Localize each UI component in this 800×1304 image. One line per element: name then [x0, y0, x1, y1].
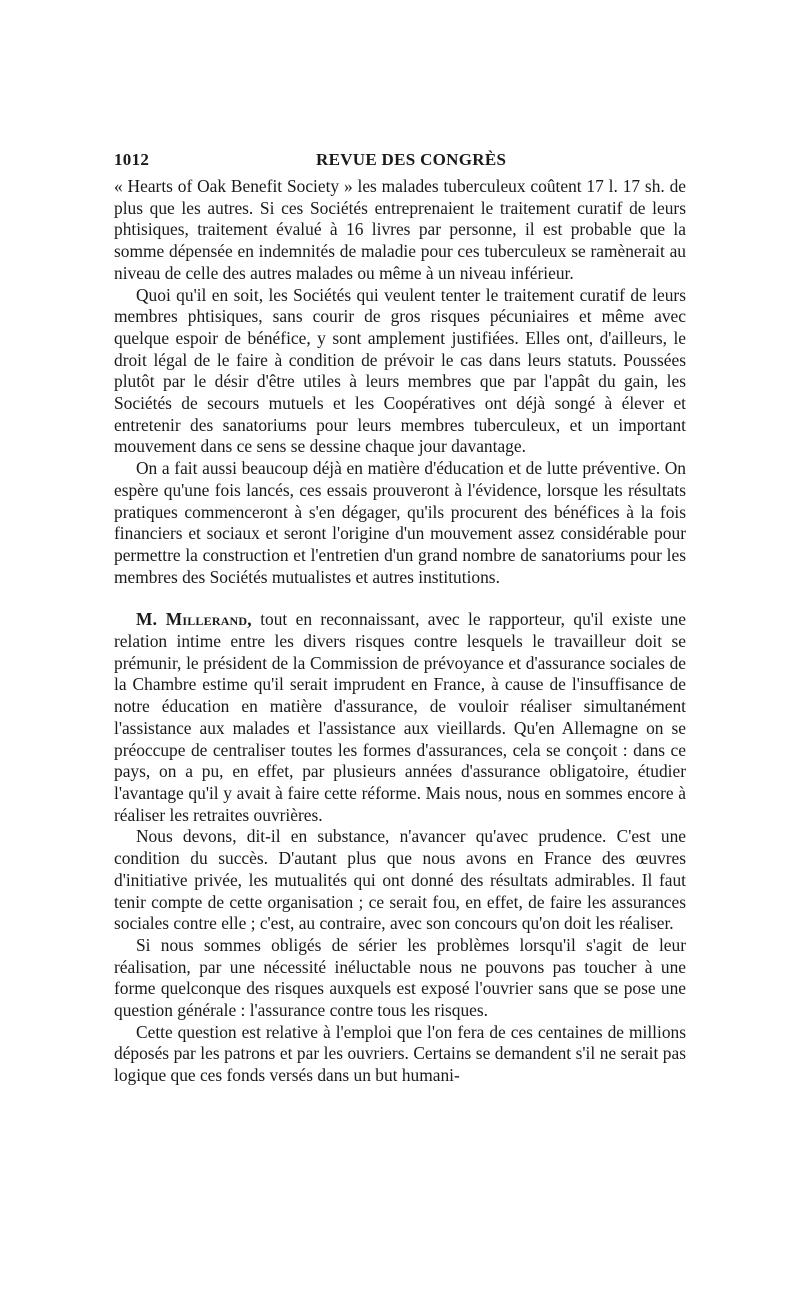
speaker-name: M. Millerand,	[136, 609, 252, 630]
paragraph-7: Cette question est relative à l'emploi que l'on fera de ces centaines de millions déposés par les patrons et par les ouvriers. Certains se demandent s'il ne serait pas logique que ces fonds versés dans un but humani-	[114, 1021, 686, 1086]
paragraph-4-text: tout en reconnaissant, avec le rapporteur, qu'il existe une relation intime entre les divers risques contre lesquels le travailleur doit se prémunir, le président de la Commission de prévoyance et d'assurance sociales de la Chambre estime qu'il serait imprudent en France, à cause de l'insuffisance de notre éducation en matière d'assurance, de vouloir réaliser simultanément l'assistance aux malades et l'assistance aux vieillards. Qu'en Allemagne on se préoccupe de centraliser toutes les formes d'assurances, cela se conçoit : dans ce pays, on a pu, en effet, par plusieurs années d'assurance obligatoire, étudier l'avantage qu'il y avait à faire cette réforme. Mais nous, nous en sommes encore à réaliser les retraites ouvrières.	[114, 609, 686, 825]
paragraph-6: Si nous sommes obligés de sérier les problèmes lorsqu'il s'agit de leur réalisation, par une nécessité inéluctable nous ne pouvons pas toucher à une forme quelconque des risques auxquels est exposé l'ouvrier sans que se pose une question générale : l'assurance contre tous les risques.	[114, 934, 686, 1021]
paragraph-4	[114, 609, 686, 826]
page-number: 1012	[114, 150, 150, 169]
page	[114, 150, 686, 1087]
body-text	[114, 176, 686, 1087]
paragraph-5: Nous devons, dit-il en substance, n'avancer qu'avec prudence. C'est une condition du succès. D'autant plus que nous avons en France des œuvres d'initiative privée, les mutualités qui ont donné des résultats admirables. Il faut tenir compte de cette organisation ; ce serait fou, en effet, de faire les assurances sociales contre elle ; c'est, au contraire, avec son concours qu'on doit les réaliser.	[114, 826, 686, 934]
running-header	[114, 150, 686, 176]
paragraph-1: « Hearts of Oak Benefit Society » les malades tuberculeux coûtent 17 l. 17 sh. de plus que les autres. Si ces Sociétés entreprenaient le traitement curatif de leurs phtisiques, traitement évalué à 16 livres par personne, il est probable que la somme dépensée en indemnités de maladie pour ces tuberculeux se ramènerait au niveau de celle des autres malades ou même à un niveau inférieur.	[114, 176, 686, 283]
paragraph-2: Quoi qu'il en soit, les Sociétés qui veulent tenter le traitement curatif de leurs membres phtisiques, sans courir de gros risques pécuniaires et même avec quelque espoir de bénéfice, y sont amplement justifiées. Elles ont, d'ailleurs, le droit légal de le faire à condition de prévoir le cas dans leurs statuts. Poussées plutôt par le désir d'être utiles à leurs membres que par l'appât du gain, les Sociétés de secours mutuels et les Coopératives ont déjà songé à élever et entretenir des sanatoriums pour leurs membres tuberculeux, et un important mouvement dans ce sens se dessine chaque jour davantage.	[114, 284, 686, 457]
running-title: REVUE DES CONGRÈS	[316, 150, 507, 169]
paragraph-3: On a fait aussi beaucoup déjà en matière d'éducation et de lutte préventive. On espère qu'une fois lancés, ces essais prouveront à l'évidence, lorsque les résultats pratiques commenceront à s'en dégager, qu'ils procurent des bénéfices à la fois financiers et sociaux et seront l'origine d'un mouvement assez considérable pour permettre la construction et l'entretien d'un grand nombre de sanatoriums pour les membres des Sociétés mutualistes et autres institutions.	[114, 458, 686, 587]
